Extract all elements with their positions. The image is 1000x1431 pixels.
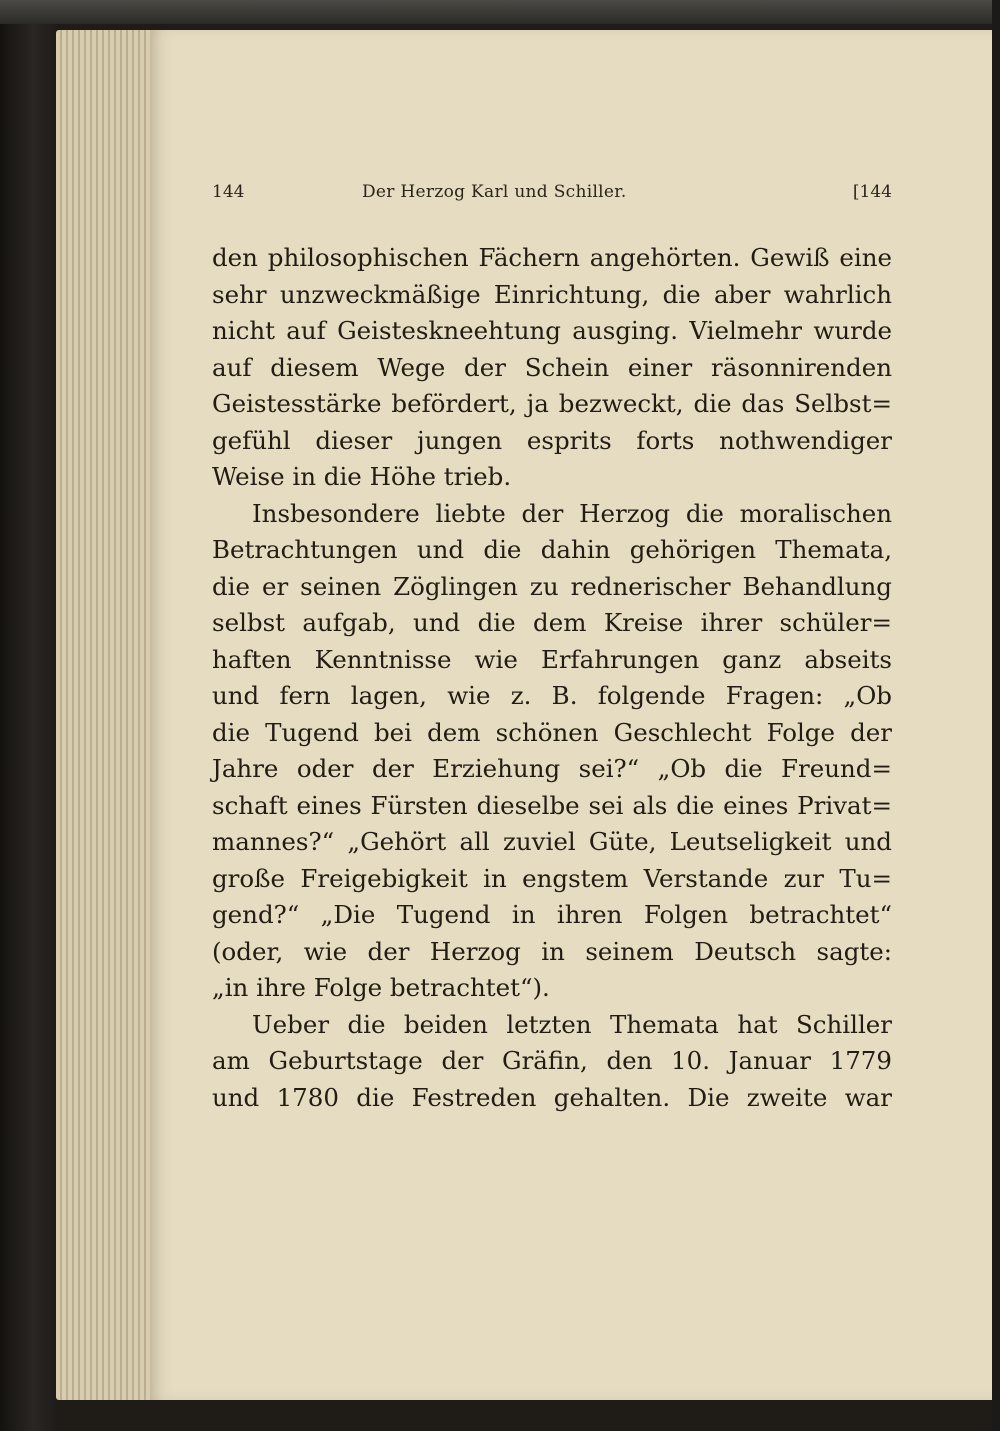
text-line: die er seinen Zöglingen zu rednerischer Behandlung: [212, 571, 892, 601]
text-line: gend?“ „Die Tugend in ihren Folgen betrachtet“: [212, 900, 892, 929]
text-line: „in ihre Folge betrachtet“).: [212, 973, 550, 1002]
text-line: Betrachtungen und die dahin gehörigen Themata,: [212, 535, 892, 564]
paragraph-start-line: Insbesondere liebte der Herzog die moralischen: [252, 498, 892, 528]
text-line: nicht auf Geisteskneehtung ausging. Vielmehr wurde: [212, 316, 892, 345]
text-line: und 1780 die Festreden gehalten. Die zweite war: [212, 1082, 892, 1112]
text-line: Weise in die Höhe trieb.: [212, 462, 512, 491]
text-line: die Tugend bei dem schönen Geschlecht Folge der: [212, 717, 892, 747]
text-line: auf diesem Wege der Schein einer räsonnirenden: [212, 352, 892, 382]
text-line: am Geburtstage der Gräfin, den 10. Januar 1779: [212, 1046, 892, 1075]
running-header: [212, 182, 892, 214]
text-line: selbst aufgab, und die dem Kreise ihrer schüler=: [212, 608, 892, 637]
text-line: den philosophischen Fächern angehörten. Gewiß eine: [212, 243, 892, 272]
text-line: Jahre oder der Erziehung sei?“ „Ob die Freund=: [212, 754, 892, 783]
running-title: Der Herzog Karl und Schiller.: [362, 182, 627, 202]
text-line: Geistesstärke befördert, ja bezweckt, die das Selbst=: [212, 389, 892, 418]
body-text: [212, 240, 892, 1116]
text-line: haften Kenntnisse wie Erfahrungen ganz abseits: [212, 644, 892, 674]
text-line: schaft eines Fürsten dieselbe sei als die eines Privat=: [212, 790, 892, 820]
page-number: 144: [212, 182, 245, 202]
text-line: sehr unzweckmäßige Einrichtung, die aber wahrlich: [212, 279, 892, 309]
paragraph-start-line: Ueber die beiden letzten Themata hat Schiller: [252, 1009, 892, 1039]
book-cover-top: [0, 0, 1000, 24]
text-line: und fern lagen, wie z. B. folgende Fragen: „Ob: [212, 681, 892, 710]
page-reference: [144: [852, 182, 892, 202]
text-line: mannes?“ „Gehört all zuviel Güte, Leutseligkeit und: [212, 827, 892, 856]
text-line: große Freigebigkeit in engstem Verstande zur Tu=: [212, 863, 892, 893]
text-line: gefühl dieser jungen esprits forts nothwendiger: [212, 425, 892, 455]
book-cover-right: [992, 0, 1000, 1431]
text-line: (oder, wie der Herzog in seinem Deutsch sagte:: [212, 936, 892, 966]
book-cover-edge: [0, 0, 60, 1431]
